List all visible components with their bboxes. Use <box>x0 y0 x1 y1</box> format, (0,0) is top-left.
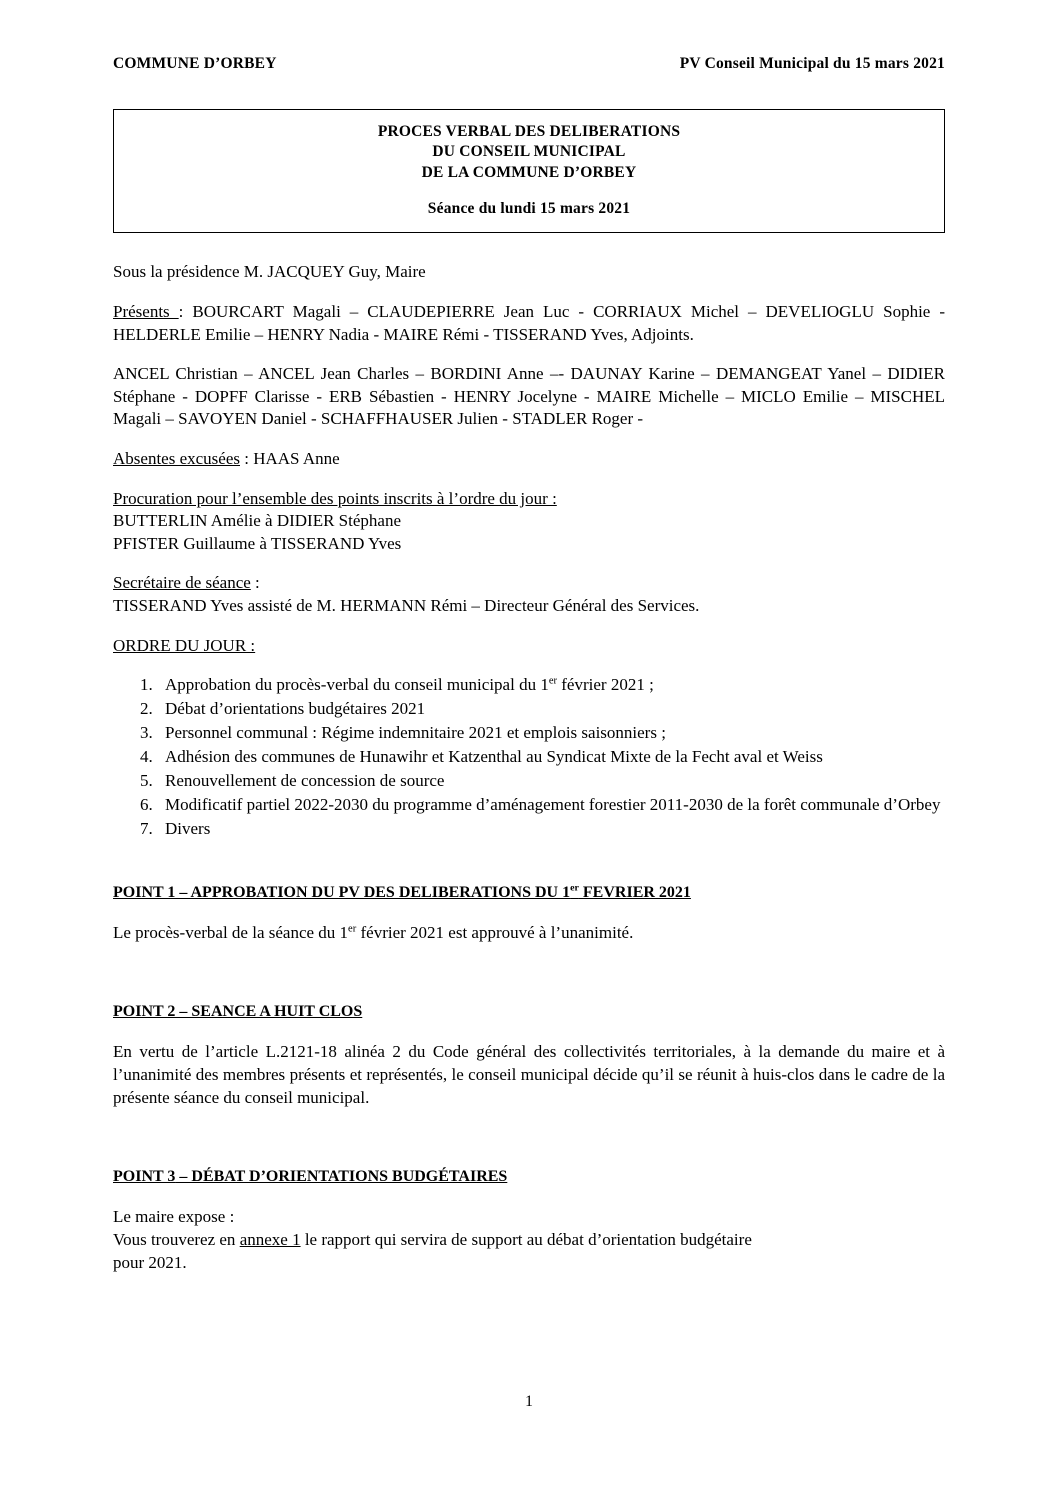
point-3-line-2-post: le rapport qui servira de support au débat d’orientation budgétaire <box>300 1229 752 1249</box>
procuration-line-2: PFISTER Guillaume à TISSERAND Yves <box>113 533 402 553</box>
agenda-list <box>113 674 945 841</box>
point-1-body <box>113 922 945 945</box>
point-3-line-1: Le maire expose : <box>113 1207 235 1227</box>
spacer <box>113 961 945 1003</box>
agenda-item-text-post: février 2021 ; <box>557 675 654 695</box>
point-1-heading <box>113 884 945 902</box>
procuration-block <box>113 488 945 556</box>
secretaire-text: TISSERAND Yves assisté de M. HERMANN Rémi – Directeur Général des Services. <box>113 596 700 616</box>
secretaire-label-line <box>113 572 945 595</box>
title-line-3: DE LA COMMUNE D’ORBEY <box>421 163 637 181</box>
point-3-line-3: pour 2021. <box>113 1252 187 1272</box>
list-item <box>157 674 945 697</box>
procuration-line-1: BUTTERLIN Amélie à DIDIER Stéphane <box>113 511 401 531</box>
list-item <box>157 746 945 769</box>
agenda-item-text: Divers <box>165 818 211 838</box>
point-2-body: En vertu de l’article L.2121-18 alinéa 2 du Code général des collectivités territoriales, à la demande du maire et à l’unanimité des membres présents et représentés, le conseil municipal décide qu’il se réunit à huis-clos dans le cadre de la présente séance du conseil municipal. <box>113 1042 945 1107</box>
page-header <box>113 55 945 73</box>
title-box <box>113 109 945 233</box>
point-1-body-text: Le procès-verbal de la séance du 1 <box>113 922 349 942</box>
point-2-heading: POINT 2 – SEANCE A HUIT CLOS <box>113 1003 363 1021</box>
point-3-line-2 <box>113 1229 945 1252</box>
secretaire-block <box>113 572 945 617</box>
list-item <box>157 770 945 793</box>
title-line-1: PROCES VERBAL DES DELIBERATIONS <box>377 123 681 140</box>
agenda-item-text: Renouvellement de concession de source <box>165 771 445 791</box>
list-item <box>157 698 945 721</box>
page-number: 1 <box>525 1393 533 1410</box>
point-1-body-text-post: février 2021 est approuvé à l’unanimité. <box>356 922 634 942</box>
annexe-1-link[interactable]: annexe 1 <box>239 1229 301 1249</box>
point-1-body-sup: er <box>348 923 357 935</box>
title-seance-date: Séance du lundi 15 mars 2021 <box>427 200 631 218</box>
absentes-paragraph <box>113 448 945 471</box>
agenda-item-text: Débat d’orientations budgétaires 2021 <box>165 699 426 719</box>
point-1-heading-sup: er <box>570 882 579 894</box>
title-line-2: DU CONSEIL MUNICIPAL <box>432 143 626 161</box>
agenda-item-sup: er <box>548 675 558 687</box>
agenda-item-text: Adhésion des communes de Hunawihr et Katzenthal au Syndicat Mixte de la Fecht aval et Weiss <box>165 747 823 767</box>
point-3-heading-number: POINT 3 <box>113 1168 176 1186</box>
spacer <box>113 842 945 884</box>
secretaire-label: Secrétaire de séance <box>113 573 251 593</box>
agenda-item-text: Personnel communal : Régime indemnitaire 2021 et emplois saisonniers ; <box>165 723 666 743</box>
spacer <box>113 1126 945 1168</box>
header-commune: COMMUNE D’ORBEY <box>113 55 277 72</box>
absentes-text: : HAAS Anne <box>240 449 340 469</box>
point-1-heading-text: POINT 1 – APPROBATION DU PV DES DELIBERATIONS DU 1 <box>113 883 571 901</box>
spacer <box>113 657 945 674</box>
agenda-item-text: Approbation du procès-verbal du conseil municipal du 1 <box>165 675 549 695</box>
presents-label: Présents <box>113 301 179 321</box>
presidence-line: Sous la présidence M. JACQUEY Guy, Maire <box>113 262 426 282</box>
conseillers-paragraph: ANCEL Christian – ANCEL Jean Charles – BORDINI Anne –- DAUNAY Karine – DEMANGEAT Yanel – DIDIER Stéphane - DOPFF Clarisse - ERB Sébastien - HENRY Jocelyne - MAIRE Michelle – MICLO Emilie – MISCHEL Magali – SAVOYEN Daniel - SCHAFFHAUSER Julien - STADLER Roger - <box>113 364 945 429</box>
point-3-heading-text: – DÉBAT D’ORIENTATIONS BUDGÉTAIRES <box>175 1168 508 1186</box>
point-3-line-2-pre: Vous trouverez en <box>113 1229 240 1249</box>
point-1-heading-text-post: FEVRIER 2021 <box>578 883 691 901</box>
ordre-du-jour-label: ORDRE DU JOUR : <box>113 635 256 655</box>
list-item <box>157 794 945 817</box>
spacer <box>113 555 945 572</box>
presents-paragraph <box>113 301 945 346</box>
spacer <box>113 618 945 635</box>
procuration-label: Procuration pour l’ensemble des points inscrits à l’ordre du jour : <box>113 488 557 508</box>
point-3-body <box>113 1206 945 1274</box>
point-3-heading <box>113 1168 945 1186</box>
header-document-title: PV Conseil Municipal du 15 mars 2021 <box>679 55 945 72</box>
agenda-item-text: Modificatif partiel 2022-2030 du programme d’aménagement forestier 2011-2030 de la forêt communale d’Orbey <box>165 794 941 814</box>
list-item <box>157 722 945 745</box>
secretaire-suffix: : <box>250 573 260 593</box>
absentes-label: Absentes excusées <box>113 449 240 469</box>
list-item <box>157 818 945 841</box>
presents-text: : BOURCART Magali – CLAUDEPIERRE Jean Luc - CORRIAUX Michel – DEVELIOGLU Sophie - HELDERLE Emilie – HENRY Nadia - MAIRE Rémi - TISSERAND Yves, Adjoints. <box>113 301 945 344</box>
